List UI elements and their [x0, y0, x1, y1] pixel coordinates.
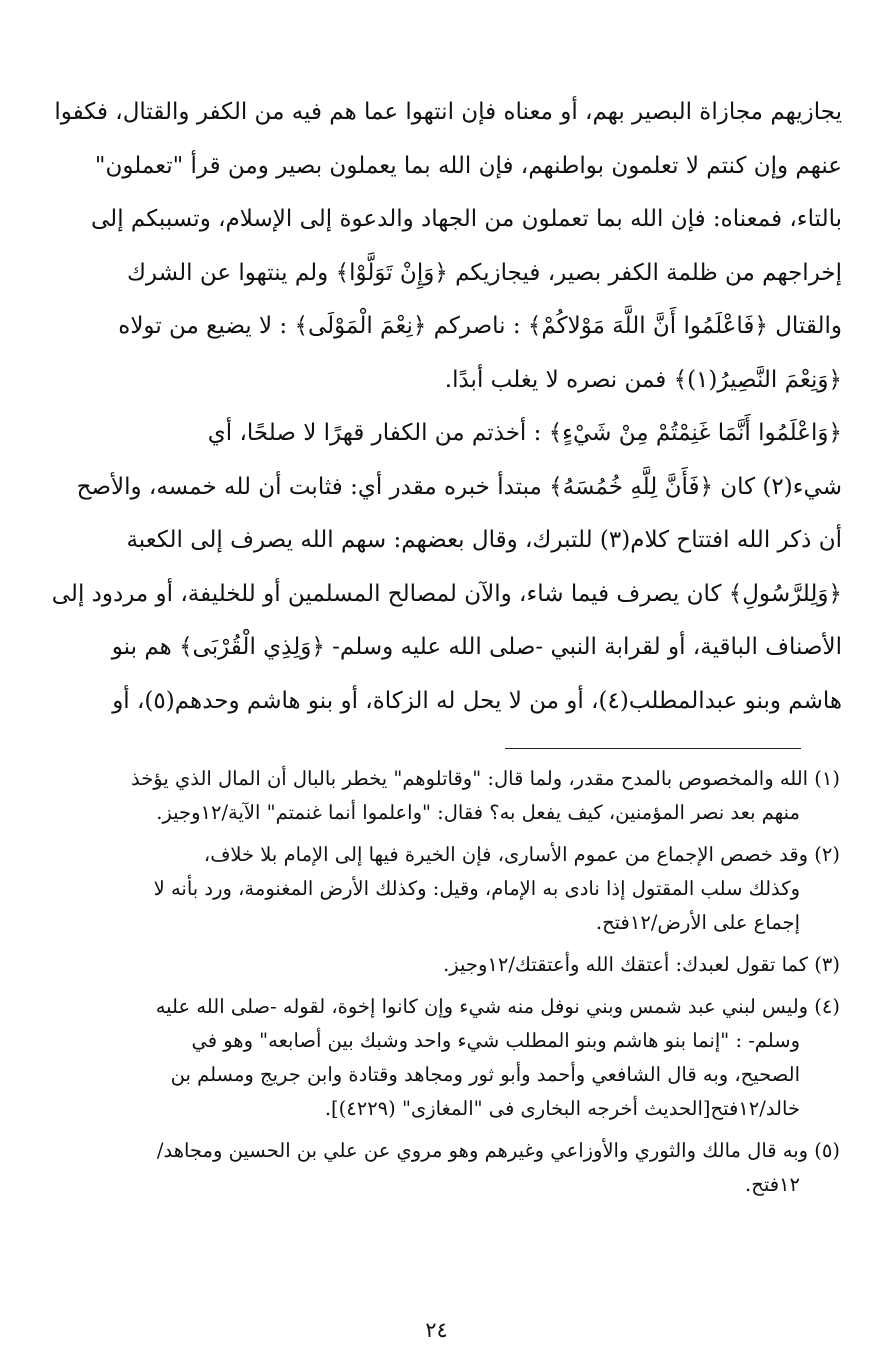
text-line: ﴿وَنِعْمَ النَّصِيرُ(١)﴾ فمن نصره لا يغلب أبدًا. [444, 366, 842, 393]
footnote-line: (٥) وبه قال مالك والثوري والأوزاعي وغيرهم وهو مروي عن علي بن الحسين ومجاهد/ [156, 1139, 840, 1162]
footnote-separator [505, 748, 801, 749]
footnote-line: الصحيح، وبه قال الشافعي وأحمد وأبو ثور ومجاهد وقتادة وابن جريج ومسلم بن [170, 1063, 800, 1086]
text-line: عنهم وإن كنتم لا تعلمون بواطنهم، فإن الله بما يعملون بصير ومن قرأ "تعملون" [94, 152, 842, 179]
footnote-line: (٢) وقد خصص الإجماع من عموم الأسارى، فإن الخيرة فيها إلى الإمام بلا خلاف، [203, 843, 840, 866]
text-line: والقتال ﴿فَاعْلَمُوا أَنَّ اللَّهَ مَوْلاكُمْ﴾ : ناصركم ﴿نِعْمَ الْمَوْلَى﴾ : لا يضيع من تولاه [118, 313, 842, 339]
footnote-line: وسلم- : "إنما بنو هاشم وبنو المطلب شيء واحد وشبك بين أصابعه" وهو في [191, 1029, 800, 1052]
main-text [27, 86, 842, 728]
footnote-4 [18, 990, 840, 1126]
text-line: هاشم وبنو عبدالمطلب(٤)، أو من لا يحل له الزكاة، أو بنو هاشم وحدهم(٥)، أو [112, 687, 842, 714]
page-number: ٢٤ [425, 1318, 448, 1342]
footnotes [18, 762, 840, 1210]
text-line: ﴿وَاعْلَمُوا أَنَّمَا غَنِمْتُمْ مِنْ شَيْءٍ﴾ : أخذتم من الكفار قهرًا لا صلحًا، أي [207, 420, 842, 446]
footnote-line: وكذلك سلب المقتول إذا نادى به الإمام، وقيل: وكذلك الأرض المغنومة، ورد بأنه لا [153, 877, 800, 900]
footnote-2 [18, 838, 840, 940]
text-line: إخراجهم من ظلمة الكفر بصير، فيجازيكم ﴿وَإِنْ تَوَلَّوْا﴾ ولم ينتهوا عن الشرك [126, 259, 842, 286]
footnote-1 [18, 762, 840, 830]
text-line: ﴿وَلِلرَّسُولِ﴾ كان يصرف فيما شاء، والآن لمصالح المسلمين أو للخليفة، أو مردود إلى [51, 580, 842, 607]
text-line: أن ذكر الله افتتاح كلام(٣) للتبرك، وقال بعضهم: سهم الله يصرف إلى الكعبة [126, 527, 842, 553]
footnote-5 [18, 1134, 840, 1202]
text-line: بالتاء، فمعناه: فإن الله بما تعملون من الجهاد والدعوة إلى الإسلام، وتسببكم إلى [91, 206, 842, 232]
footnote-3 [18, 948, 840, 982]
footnote-line: (٣) كما تقول لعبدك: أعتقك الله وأعتقتك/١٢وجيز. [443, 953, 840, 976]
footnote-line: إجماع على الأرض/١٢فتح. [595, 911, 800, 934]
footnote-line: (١) الله والمخصوص بالمدح مقدر، ولما قال: "وقاتلوهم" يخطر بالبال أن المال الذي يؤخذ [130, 767, 840, 790]
text-line: شيء(٢) كان ﴿فَأَنَّ لِلَّهِ خُمُسَهُ﴾ مبتدأ خبره مقدر أي: فثابت أن لله خمسه، والأصح [76, 473, 842, 500]
footnote-line: منهم بعد نصر المؤمنين، كيف يفعل به؟ فقال: "واعلموا أنما غنمتم" الآية/١٢وجيز. [156, 801, 800, 824]
text-line: يجازيهم مجازاة البصير بهم، أو معناه فإن انتهوا عما هم فيه من الكفر والقتال، فكفوا [54, 99, 842, 125]
footnote-line: ١٢فتح. [745, 1173, 800, 1196]
footnote-line: خالد/١٢فتح[الحديث أخرجه البخارى فى "المغازى" (٤٢٢٩)]. [324, 1097, 800, 1120]
footnote-line: (٤) وليس لبني عبد شمس وبني نوفل منه شيء وإن كانوا إخوة، لقوله -صلى الله عليه [155, 995, 840, 1018]
text-line: الأصناف الباقية، أو لقرابة النبي -صلى الله عليه وسلم- ﴿وَلِذِي الْقُرْبَى﴾ هم بنو [111, 634, 842, 660]
